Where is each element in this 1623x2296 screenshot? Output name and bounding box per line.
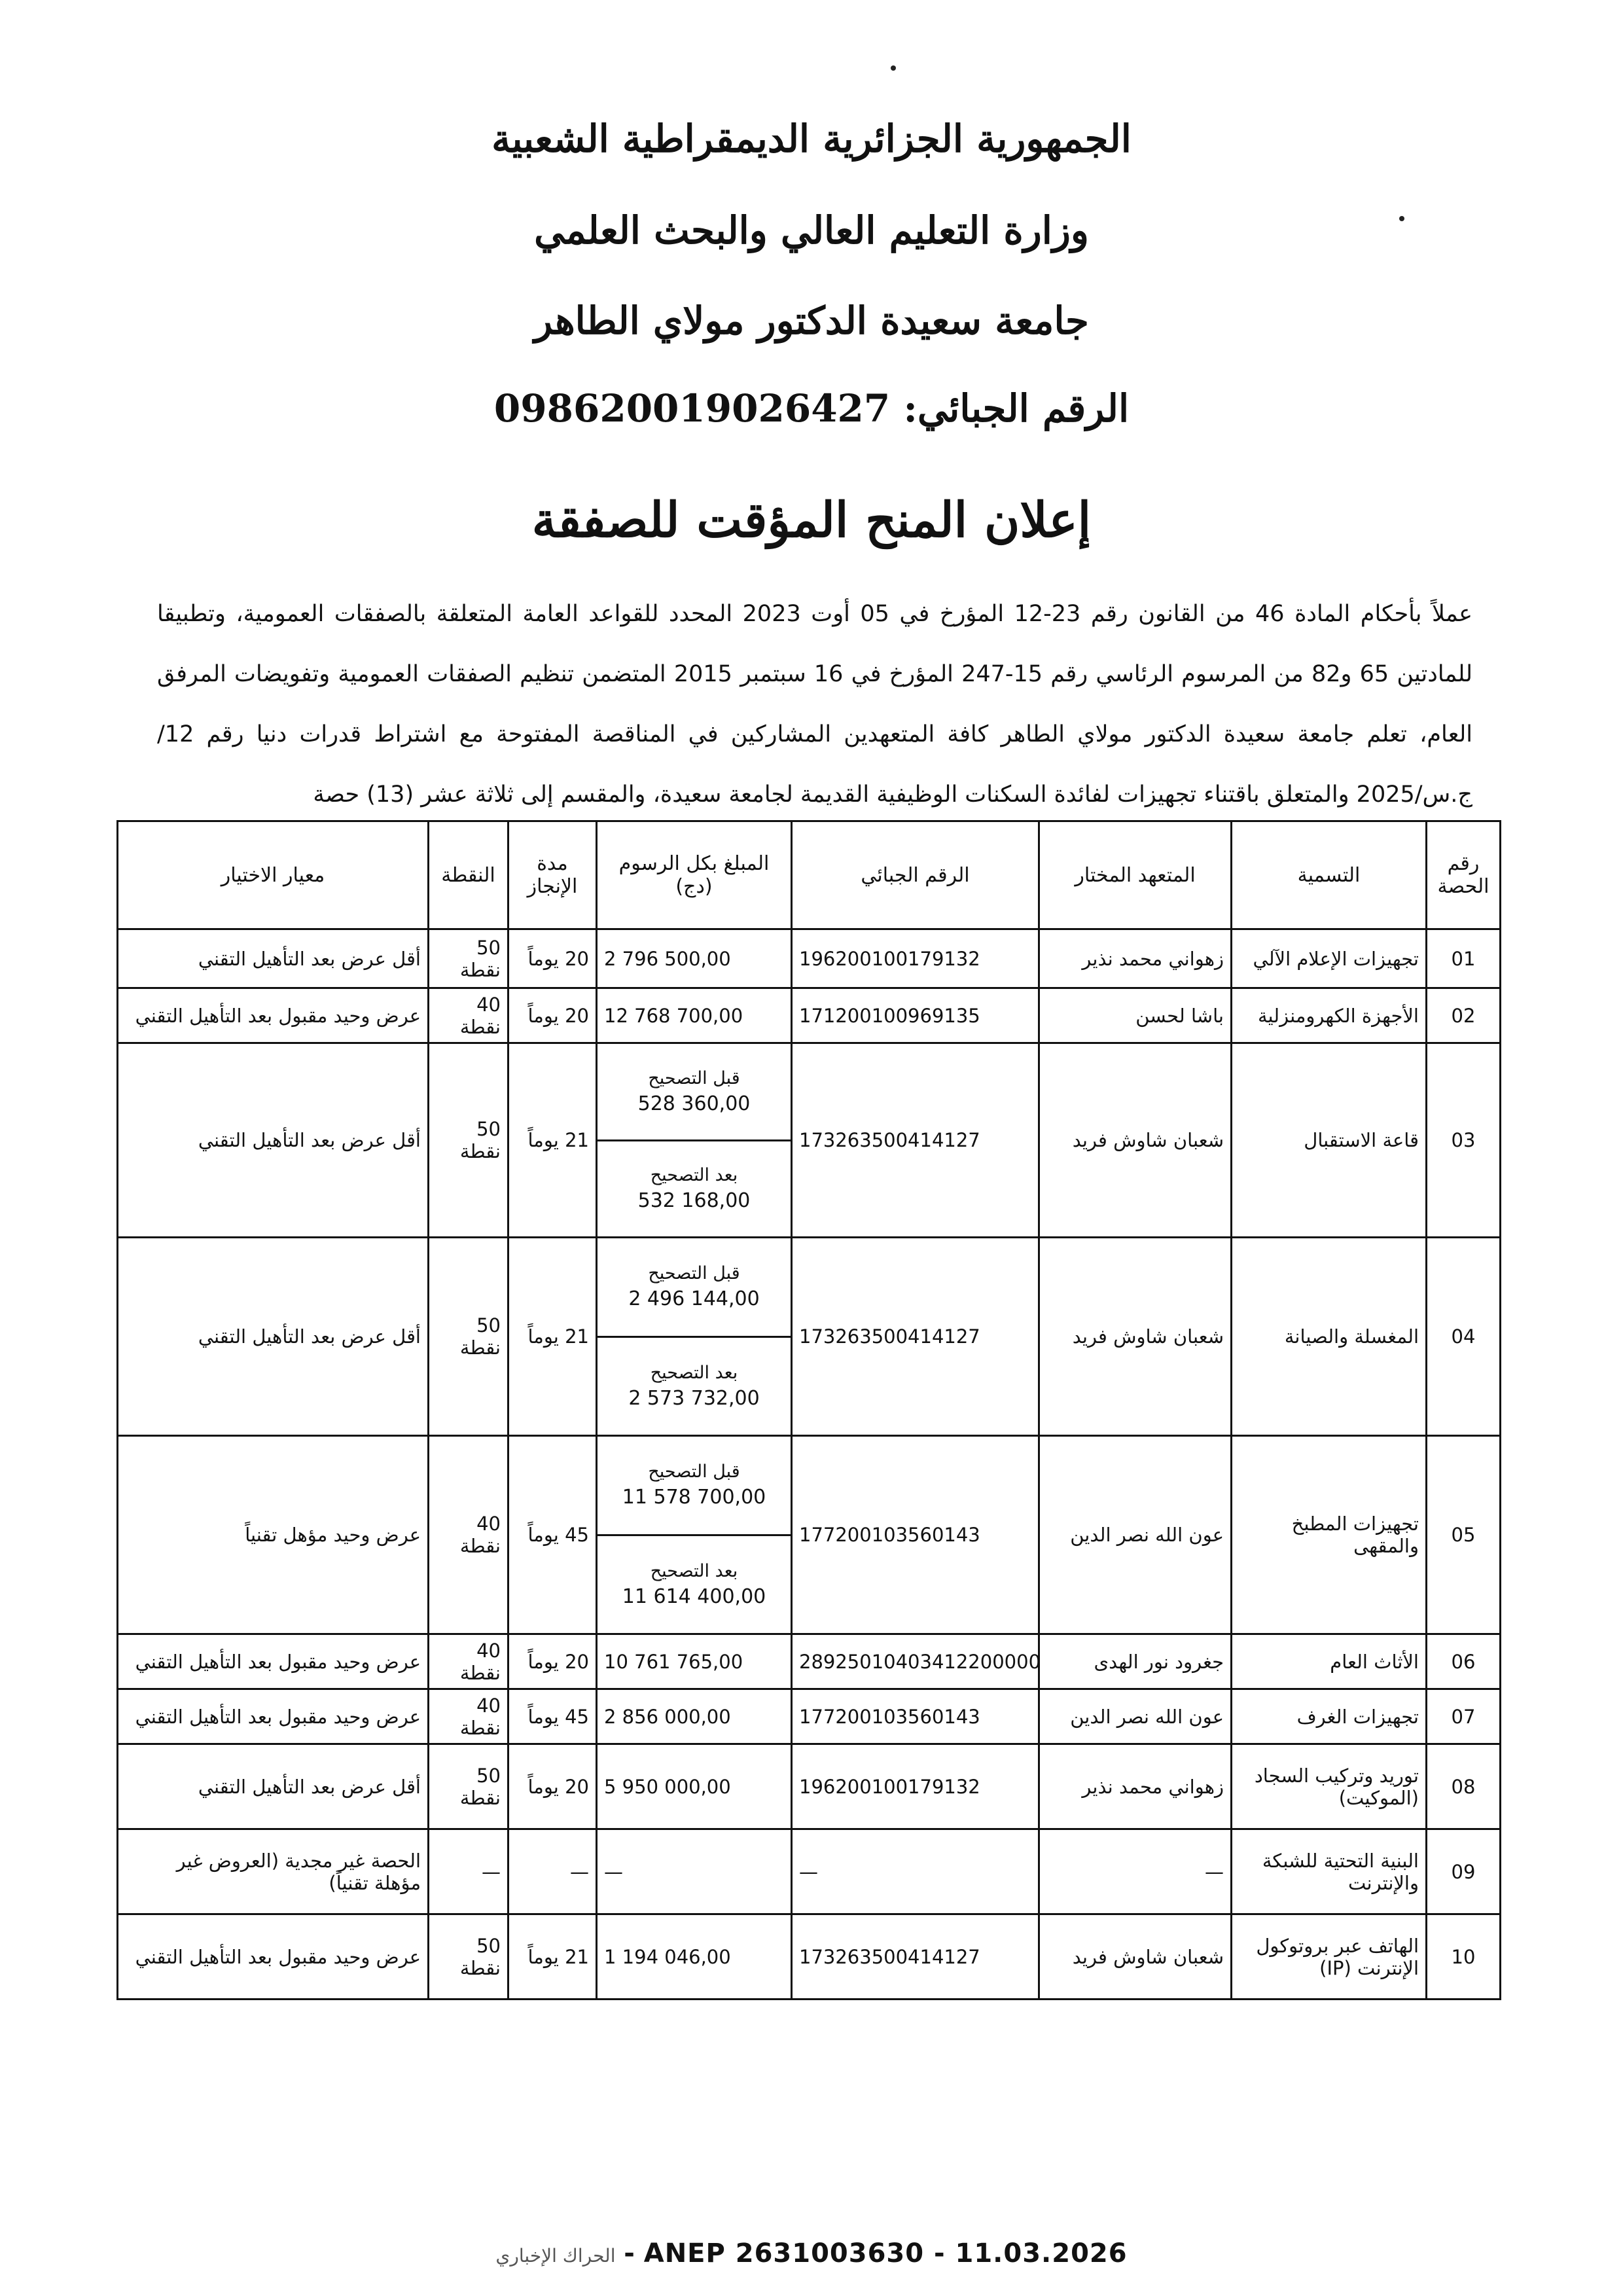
intro-paragraph: عملاً بأحكام المادة 46 من القانون رقم 23-12 المؤرخ في 05 أوت 2023 المحدد للقواعد العامة المتعلقة بالصفقات العمومية، وتطبيقا للمادتين 65 و82 من المرسوم الرئاسي رقم 15-247 المؤرخ في 16 سبتمبر 2015 المتضمن تنظيم الصفقات العمومية وتفويضات المرفق العام، تعلم جامعة سعيدة الدكتور مولاي الطاهر كافة المتعهدين المشاركين في المناقصة المفتوحة مع اشتراط قدرات دنيا رقم 12/ج.س/2025 والمتعلق باقتناء تجهيزات لفائدة السكنات الوظيفية القديمة لجامعة سعيدة، والمقسم إلى ثلاثة عشر (13) حصة bbox=[157, 601, 1473, 808]
header-amount: المبلغ بكل الرسوم (دج) bbox=[597, 821, 792, 929]
duration-cell: 45 يوماً bbox=[508, 1689, 597, 1744]
designation-cell: تجهيزات الإعلام الآلي bbox=[1232, 929, 1427, 988]
designation-cell: قاعة الاستقبال bbox=[1232, 1043, 1427, 1238]
page-title: إعلان المنح المؤقت للصفقة bbox=[531, 492, 1092, 548]
amount-after-correction bbox=[597, 1534, 791, 1634]
lot-number-cell: 08 bbox=[1427, 1744, 1501, 1829]
designation-cell: الأثاث العام bbox=[1232, 1634, 1427, 1689]
amount-after-correction bbox=[597, 1336, 791, 1435]
amount-cell: 12 768 700,00 bbox=[597, 988, 792, 1043]
lot-number-cell: 09 bbox=[1427, 1829, 1501, 1914]
table-row bbox=[118, 1744, 1501, 1829]
header-duration: مدة الإنجاز bbox=[508, 821, 597, 929]
bidder-cell: شعبان شاوش فريد bbox=[1039, 1043, 1232, 1238]
correction-label: بعد التصحيح bbox=[650, 1165, 738, 1186]
correction-label: بعد التصحيح bbox=[650, 1362, 738, 1383]
amount-cell: 1 194 046,00 bbox=[597, 1914, 792, 2000]
lot-number-cell: 03 bbox=[1427, 1043, 1501, 1238]
tax-id-heading: الرقم الجبائي: 098620019026427 bbox=[493, 386, 1130, 431]
award-table bbox=[116, 820, 1501, 2000]
tax-number-cell: 173263500414127 bbox=[792, 1043, 1039, 1238]
score-cell: 50 نقطة bbox=[429, 1914, 508, 2000]
designation-cell: الأجهزة الكهرومنزلية bbox=[1232, 988, 1427, 1043]
designation-cell: تجهيزات المطبخ والمقهى bbox=[1232, 1436, 1427, 1634]
tax-number-cell: 177200103560143 bbox=[792, 1689, 1039, 1744]
criterion-cell: أقل عرض بعد التأهيل التقني bbox=[118, 1744, 429, 1829]
tax-number-cell: 196200100179132 bbox=[792, 1744, 1039, 1829]
score-cell: 40 نقطة bbox=[429, 1436, 508, 1634]
lot-number-cell: 05 bbox=[1427, 1436, 1501, 1634]
designation-cell: الهاتف عبر بروتوكول الإنترنت (IP) bbox=[1232, 1914, 1427, 2000]
correction-label: قبل التصحيح bbox=[648, 1462, 740, 1482]
score-cell: 50 نقطة bbox=[429, 1744, 508, 1829]
header-lot-no: رقم الحصة bbox=[1427, 821, 1501, 929]
score-cell: 50 نقطة bbox=[429, 1043, 508, 1238]
footer-anep-code: - ANEP 2631003630 - 11.03.2026 bbox=[624, 2238, 1128, 2269]
table-row bbox=[118, 929, 1501, 988]
header-criterion: معيار الاختيار bbox=[118, 821, 429, 929]
amount-cell bbox=[597, 1436, 792, 1634]
amount-cell: 10 761 765,00 bbox=[597, 1634, 792, 1689]
amount-cell: 2 796 500,00 bbox=[597, 929, 792, 988]
correction-label: قبل التصحيح bbox=[648, 1067, 740, 1088]
lot-number-cell: 07 bbox=[1427, 1689, 1501, 1744]
score-cell: 40 نقطة bbox=[429, 1634, 508, 1689]
footer-publisher: الحراك الإخباري bbox=[495, 2245, 616, 2267]
score-cell: 50 نقطة bbox=[429, 929, 508, 988]
score-cell: 40 نقطة bbox=[429, 1689, 508, 1744]
bidder-cell: باشا لحسن bbox=[1039, 988, 1232, 1043]
amount-cell: 5 950 000,00 bbox=[597, 1744, 792, 1829]
criterion-cell: عرض وحيد مقبول بعد التأهيل التقني bbox=[118, 1634, 429, 1689]
tax-number-cell: 196200100179132 bbox=[792, 929, 1039, 988]
header-designation: التسمية bbox=[1232, 821, 1427, 929]
lot-number-cell: 04 bbox=[1427, 1238, 1501, 1436]
criterion-cell: أقل عرض بعد التأهيل التقني bbox=[118, 929, 429, 988]
criterion-cell: عرض وحيد مقبول بعد التأهيل التقني bbox=[118, 988, 429, 1043]
correction-amount: 11 578 700,00 bbox=[622, 1486, 766, 1509]
header-score: النقطة bbox=[429, 821, 508, 929]
duration-cell: 20 يوماً bbox=[508, 1744, 597, 1829]
duration-cell: 21 يوماً bbox=[508, 1914, 597, 2000]
tax-number-cell: 171200100969135 bbox=[792, 988, 1039, 1043]
duration-cell: 20 يوماً bbox=[508, 929, 597, 988]
table-row bbox=[118, 1238, 1501, 1436]
table-row bbox=[118, 1914, 1501, 2000]
bidder-cell: عون الله نصر الدين bbox=[1039, 1436, 1232, 1634]
criterion-cell: عرض وحيد مؤهل تقنياً bbox=[118, 1436, 429, 1634]
duration-cell: 21 يوماً bbox=[508, 1043, 597, 1238]
tax-number-cell: 173263500414127 bbox=[792, 1914, 1039, 2000]
header-tax-no: الرقم الجبائي bbox=[792, 821, 1039, 929]
duration-cell: — bbox=[508, 1829, 597, 1914]
footer-reference bbox=[0, 2238, 1623, 2269]
amount-cell: 2 856 000,00 bbox=[597, 1689, 792, 1744]
designation-cell: تجهيزات الغرف bbox=[1232, 1689, 1427, 1744]
bidder-cell: شعبان شاوش فريد bbox=[1039, 1914, 1232, 2000]
designation-cell: البنية التحتية للشبكة والإنترنت bbox=[1232, 1829, 1427, 1914]
correction-amount: 528 360,00 bbox=[637, 1092, 751, 1115]
correction-amount: 2 573 732,00 bbox=[628, 1386, 760, 1410]
criterion-cell: عرض وحيد مقبول بعد التأهيل التقني bbox=[118, 1914, 429, 2000]
table-row bbox=[118, 1043, 1501, 1238]
duration-cell: 45 يوماً bbox=[508, 1436, 597, 1634]
amount-before-correction bbox=[597, 1238, 791, 1336]
tax-number-cell: 173263500414127 bbox=[792, 1238, 1039, 1436]
scan-speck bbox=[891, 65, 896, 71]
header-bidder: المتعهد المختار bbox=[1039, 821, 1232, 929]
lot-number-cell: 10 bbox=[1427, 1914, 1501, 2000]
bidder-cell: شعبان شاوش فريد bbox=[1039, 1238, 1232, 1436]
table-row bbox=[118, 1689, 1501, 1744]
table-body bbox=[118, 929, 1501, 2000]
amount-cell bbox=[597, 1238, 792, 1436]
amount-before-correction bbox=[597, 1437, 791, 1534]
amount-after-correction bbox=[597, 1139, 791, 1237]
score-cell: — bbox=[429, 1829, 508, 1914]
ministry-heading: وزارة التعليم العالي والبحث العلمي bbox=[534, 208, 1089, 253]
criterion-cell: أقل عرض بعد التأهيل التقني bbox=[118, 1238, 429, 1436]
tax-number-cell: 28925010403412200000 bbox=[792, 1634, 1039, 1689]
lot-number-cell: 02 bbox=[1427, 988, 1501, 1043]
correction-amount: 532 168,00 bbox=[637, 1189, 751, 1213]
table-row bbox=[118, 1436, 1501, 1634]
lot-number-cell: 01 bbox=[1427, 929, 1501, 988]
table-row bbox=[118, 988, 1501, 1043]
university-heading: جامعة سعيدة الدكتور مولاي الطاهر bbox=[534, 298, 1089, 343]
bidder-cell: جغرود نور الهدى bbox=[1039, 1634, 1232, 1689]
designation-cell: المغسلة والصيانة bbox=[1232, 1238, 1427, 1436]
correction-label: قبل التصحيح bbox=[648, 1263, 740, 1284]
duration-cell: 20 يوماً bbox=[508, 1634, 597, 1689]
amount-before-correction bbox=[597, 1044, 791, 1139]
amount-cell: — bbox=[597, 1829, 792, 1914]
duration-cell: 21 يوماً bbox=[508, 1238, 597, 1436]
designation-cell: توريد وتركيب السجاد (الموكيت) bbox=[1232, 1744, 1427, 1829]
criterion-cell: أقل عرض بعد التأهيل التقني bbox=[118, 1043, 429, 1238]
bidder-cell: — bbox=[1039, 1829, 1232, 1914]
tax-number-cell: 177200103560143 bbox=[792, 1436, 1039, 1634]
duration-cell: 20 يوماً bbox=[508, 988, 597, 1043]
score-cell: 40 نقطة bbox=[429, 988, 508, 1043]
lot-number-cell: 06 bbox=[1427, 1634, 1501, 1689]
table-header-row bbox=[118, 821, 1501, 929]
correction-amount: 11 614 400,00 bbox=[622, 1585, 766, 1608]
tax-number-cell: — bbox=[792, 1829, 1039, 1914]
bidder-cell: زهواني محمد نذير bbox=[1039, 1744, 1232, 1829]
criterion-cell: الحصة غير مجدية (العروض غير مؤهلة تقنياً) bbox=[118, 1829, 429, 1914]
republic-heading: الجمهورية الجزائرية الديمقراطية الشعبية bbox=[491, 117, 1132, 161]
table-row bbox=[118, 1829, 1501, 1914]
bidder-cell: زهواني محمد نذير bbox=[1039, 929, 1232, 988]
correction-amount: 2 496 144,00 bbox=[628, 1287, 760, 1311]
correction-label: بعد التصحيح bbox=[650, 1560, 738, 1581]
amount-cell bbox=[597, 1043, 792, 1238]
score-cell: 50 نقطة bbox=[429, 1238, 508, 1436]
table-row bbox=[118, 1634, 1501, 1689]
bidder-cell: عون الله نصر الدين bbox=[1039, 1689, 1232, 1744]
criterion-cell: عرض وحيد مقبول بعد التأهيل التقني bbox=[118, 1689, 429, 1744]
